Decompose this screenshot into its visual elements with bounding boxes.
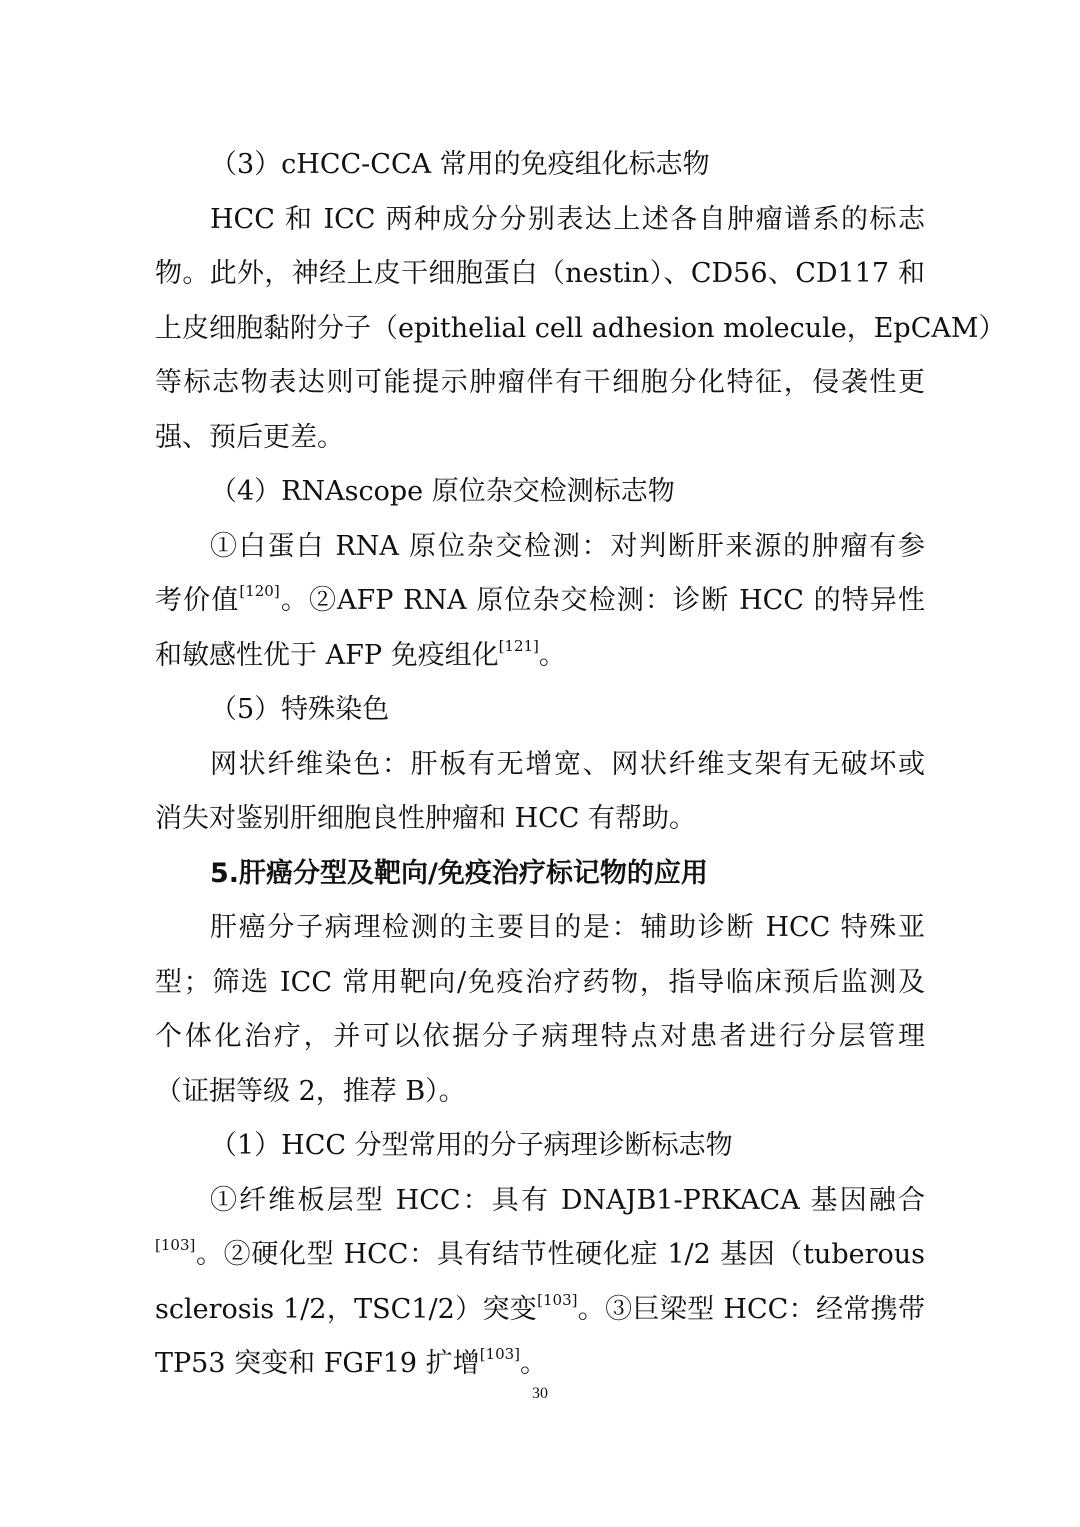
paragraph-line: 消失对鉴别肝细胞良性肿瘤和 HCC 有帮助。 [155, 803, 697, 834]
text-run: 。③巨梁型 HCC：经常携带 [577, 1294, 925, 1325]
section-heading-5: 5.肝癌分型及靶向/免疫治疗标记物的应用 [210, 858, 708, 889]
subheading-rnascope: （4）RNAscope 原位杂交检测标志物 [210, 476, 675, 507]
paragraph-line [155, 636, 925, 676]
subheading-special-staining: （5）特殊染色 [210, 694, 390, 725]
text-run: 。 [538, 640, 566, 671]
text-run: 。②硬化型 HCC：具有结节性硬化症 1/2 基因（tuberous [195, 1239, 925, 1270]
page-number: 30 [532, 1385, 548, 1402]
citation-103: [103] [479, 1345, 521, 1363]
paragraph-line [155, 1235, 925, 1275]
paragraph-line: 上皮细胞黏附分子（epithelial cell adhesion molecule，EpCAM） [155, 313, 1006, 344]
subheading-chcc-cca: （3）cHCC-CCA 常用的免疫组化标志物 [210, 149, 710, 180]
text-run: 。 [520, 1348, 548, 1379]
paragraph-line [155, 1344, 925, 1384]
citation-103: [103] [155, 1236, 196, 1254]
paragraph-line: ①白蛋白 RNA 原位杂交检测：对判断肝来源的肿瘤有参 [210, 531, 925, 562]
paragraph-line: 等标志物表达则可能提示肿瘤伴有干细胞分化特征，侵袭性更 [155, 367, 925, 398]
paragraph-line: 肝癌分子病理检测的主要目的是：辅助诊断 HCC 特殊亚 [210, 912, 925, 943]
paragraph-line: （证据等级 2，推荐 B）。 [155, 1076, 466, 1107]
paragraph-line: 强、预后更差。 [155, 422, 344, 453]
paragraph-line: 个体化治疗，并可以依据分子病理特点对患者进行分层管理 [155, 1021, 925, 1052]
subheading-hcc-markers: （1）HCC 分型常用的分子病理诊断标志物 [210, 1130, 733, 1161]
text-run: 。②AFP RNA 原位杂交检测：诊断 HCC 的特异性 [279, 585, 926, 616]
paragraph-line [155, 1290, 925, 1330]
text-run: 和敏感性优于 AFP 免疫组化 [155, 640, 499, 671]
paragraph-line [155, 581, 925, 621]
text-run: sclerosis 1/2，TSC1/2）突变 [155, 1294, 538, 1325]
paragraph-line: ①纤维板层型 HCC：具有 DNAJB1-PRKACA 基因融合 [210, 1185, 925, 1216]
paragraph-line: 型；筛选 ICC 常用靶向/免疫治疗药物，指导临床预后监测及 [155, 967, 925, 998]
citation-120: [120] [239, 582, 280, 600]
paragraph-line: 物。此外，神经上皮干细胞蛋白（nestin）、CD56、CD117 和 [155, 258, 925, 289]
text-run: 考价值 [155, 585, 240, 616]
text-run: TP53 突变和 FGF19 扩增 [155, 1348, 480, 1379]
citation-103: [103] [537, 1291, 578, 1309]
citation-121: [121] [498, 637, 539, 655]
paragraph-line: 网状纤维染色：肝板有无增宽、网状纤维支架有无破坏或 [210, 749, 925, 780]
paragraph-line: HCC 和 ICC 两种成分分别表达上述各自肿瘤谱系的标志 [210, 204, 925, 235]
